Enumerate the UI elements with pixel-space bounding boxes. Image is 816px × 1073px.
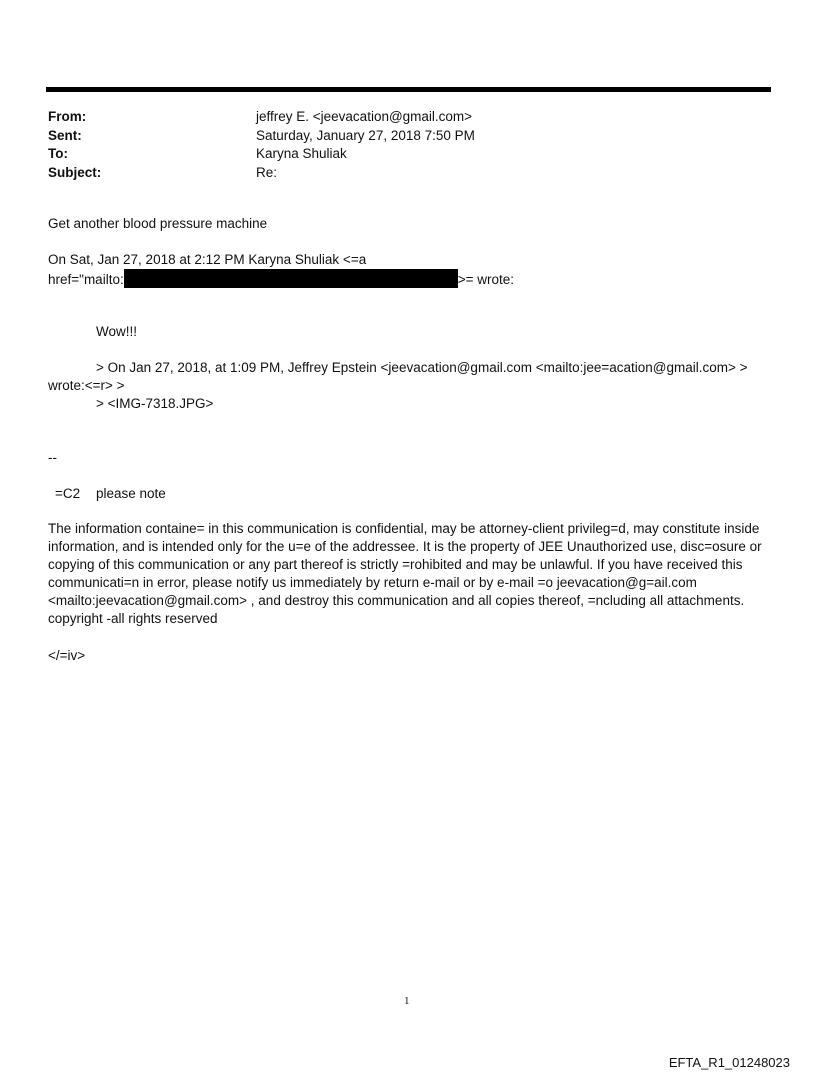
from-label: From: <box>48 109 87 124</box>
quote-intro-line-1: On Sat, Jan 27, 2018 at 2:12 PM Karyna Shuliak <=a <box>48 252 367 267</box>
quote-intro-line-2 <box>48 269 514 289</box>
quote-intro-prefix: href="mailto: <box>48 272 124 287</box>
to-value: Karyna Shuliak <box>256 146 347 161</box>
note-heading: please note <box>96 486 166 501</box>
header-divider <box>46 87 771 92</box>
to-label: To: <box>48 146 68 161</box>
subject-label: Subject: <box>48 164 102 180</box>
reply-text: Get another blood pressure machine <box>48 216 268 231</box>
signature-separator: -- <box>48 450 57 465</box>
redaction-block <box>124 269 458 288</box>
from-value: jeffrey E. <jeevacation@gmail.com> <box>256 109 473 124</box>
document-id: EFTA_R1_01248023 <box>668 1055 790 1070</box>
closing-tag: </=iv> <box>48 648 86 663</box>
nested-quote-line-1: > On Jan 27, 2018, at 1:09 PM, Jeffrey Epstein <jeevacation@gmail.com <mailto:jee=acation@gmail.com> > <box>96 360 748 375</box>
quoted-message: Wow!!! <box>96 324 138 339</box>
subject-value: Re: <box>256 164 278 180</box>
sent-label: Sent: <box>48 127 82 143</box>
confidentiality-disclaimer: The information containe= in this communication is confidential, may be attorney-client privileg=d, may constitute inside information, and is intended only for the u=e of the addressee. It is the property of JEE Unauthorized use, disc=osure or copying of this communication or any part thereof is strictly =rohibited and may be unlawful. If you have received this communicati=n in error, please notify us immediately by return e-mail or by e-mail =o jeevacation@g=ail.com <mailto:jeevacation@gmail.com> , and destroy this communication and all copies thereof, =ncluding all attachments. copyright -all rights reserved <box>48 521 762 626</box>
note-code: =C2 <box>55 486 81 501</box>
quote-intro-suffix: >= wrote: <box>457 272 514 287</box>
nested-quote-attachment: > <IMG-7318.JPG> <box>96 396 214 411</box>
page-number: 1 <box>404 995 410 1007</box>
sent-value: Saturday, January 27, 2018 7:50 PM <box>256 127 475 143</box>
nested-quote-line-2: wrote:<=r> > <box>48 378 125 393</box>
